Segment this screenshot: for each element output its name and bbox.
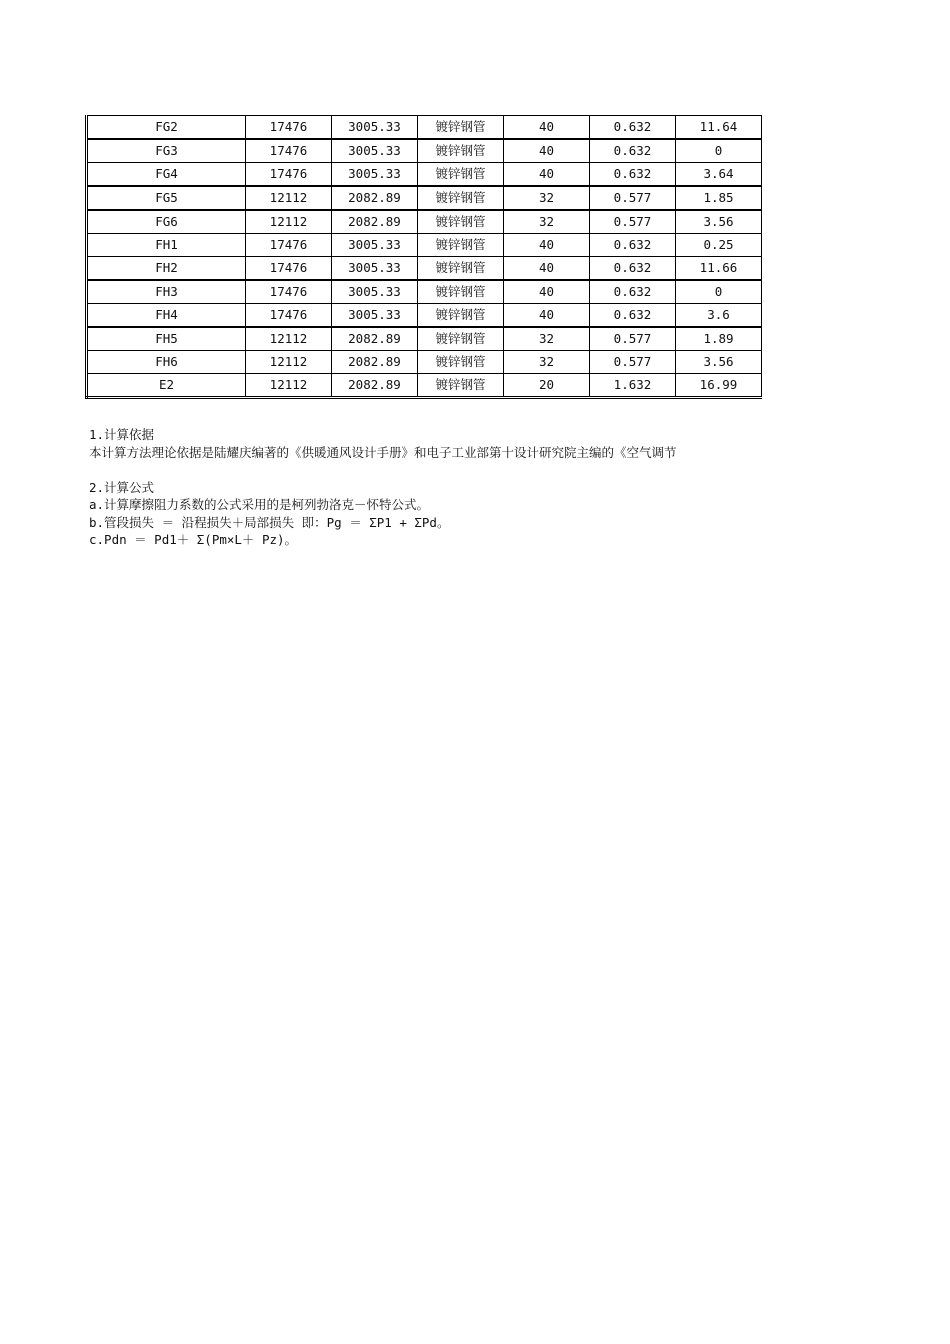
material-cell: 镀锌钢管 <box>418 257 504 281</box>
load-cell: 17476 <box>246 257 332 281</box>
table-row <box>87 304 762 328</box>
table-row <box>87 139 762 163</box>
material-cell: 镀锌钢管 <box>418 116 504 140</box>
length-cell: 1.85 <box>676 186 762 210</box>
velocity-cell: 1.632 <box>590 374 676 398</box>
diameter-cell: 32 <box>504 351 590 374</box>
material-cell: 镀锌钢管 <box>418 304 504 328</box>
length-cell: 1.89 <box>676 327 762 351</box>
load-cell: 12112 <box>246 210 332 234</box>
segment-cell: FH6 <box>87 351 246 374</box>
basis-heading: 1.计算依据 <box>89 427 155 442</box>
velocity-cell: 0.632 <box>590 280 676 304</box>
flow-cell: 3005.33 <box>332 234 418 257</box>
table-row <box>87 186 762 210</box>
diameter-cell: 32 <box>504 186 590 210</box>
segment-cell: FG4 <box>87 163 246 187</box>
load-cell: 17476 <box>246 304 332 328</box>
material-cell: 镀锌钢管 <box>418 280 504 304</box>
table-body <box>87 116 762 398</box>
velocity-cell: 0.632 <box>590 257 676 281</box>
material-cell: 镀锌钢管 <box>418 186 504 210</box>
table-row <box>87 210 762 234</box>
diameter-cell: 40 <box>504 304 590 328</box>
length-cell: 3.64 <box>676 163 762 187</box>
table-row <box>87 374 762 398</box>
velocity-cell: 0.632 <box>590 163 676 187</box>
segment-cell: FH3 <box>87 280 246 304</box>
velocity-cell: 0.632 <box>590 304 676 328</box>
load-cell: 12112 <box>246 374 332 398</box>
material-cell: 镀锌钢管 <box>418 234 504 257</box>
segment-cell: FG5 <box>87 186 246 210</box>
velocity-cell: 0.577 <box>590 210 676 234</box>
diameter-cell: 40 <box>504 257 590 281</box>
length-cell: 3.6 <box>676 304 762 328</box>
material-cell: 镀锌钢管 <box>418 327 504 351</box>
diameter-cell: 32 <box>504 327 590 351</box>
diameter-cell: 40 <box>504 163 590 187</box>
length-cell: 11.64 <box>676 116 762 140</box>
table-row <box>87 280 762 304</box>
load-cell: 17476 <box>246 234 332 257</box>
velocity-cell: 0.632 <box>590 139 676 163</box>
length-cell: 0 <box>676 280 762 304</box>
flow-cell: 2082.89 <box>332 327 418 351</box>
segment-cell: FH1 <box>87 234 246 257</box>
flow-cell: 3005.33 <box>332 163 418 187</box>
flow-cell: 3005.33 <box>332 257 418 281</box>
table-row <box>87 327 762 351</box>
load-cell: 12112 <box>246 351 332 374</box>
table-row <box>87 234 762 257</box>
segment-cell: FH2 <box>87 257 246 281</box>
diameter-cell: 40 <box>504 116 590 140</box>
diameter-cell: 32 <box>504 210 590 234</box>
velocity-cell: 0.577 <box>590 327 676 351</box>
length-cell: 0.25 <box>676 234 762 257</box>
formula-heading: 2.计算公式 <box>89 479 155 495</box>
flow-cell: 3005.33 <box>332 304 418 328</box>
velocity-cell: 0.577 <box>590 351 676 374</box>
material-cell: 镀锌钢管 <box>418 351 504 374</box>
diameter-cell: 40 <box>504 139 590 163</box>
flow-cell: 2082.89 <box>332 374 418 398</box>
table-row <box>87 116 762 140</box>
velocity-cell: 0.632 <box>590 116 676 140</box>
table-row <box>87 351 762 374</box>
load-cell: 17476 <box>246 139 332 163</box>
segment-cell: FG6 <box>87 210 246 234</box>
load-cell: 17476 <box>246 163 332 187</box>
length-cell: 3.56 <box>676 351 762 374</box>
load-cell: 12112 <box>246 186 332 210</box>
flow-cell: 2082.89 <box>332 186 418 210</box>
diameter-cell: 40 <box>504 280 590 304</box>
material-cell: 镀锌钢管 <box>418 210 504 234</box>
formula-b: b.管段损失 ＝ 沿程损失＋局部损失 即：Pg ＝ ΣP1 + ΣPd。 <box>89 514 450 530</box>
length-cell: 11.66 <box>676 257 762 281</box>
length-cell: 16.99 <box>676 374 762 398</box>
flow-cell: 3005.33 <box>332 116 418 140</box>
diameter-cell: 20 <box>504 374 590 398</box>
segment-cell: E2 <box>87 374 246 398</box>
pipe-calculation-table <box>85 115 762 399</box>
basis-text: 本计算方法理论依据是陆耀庆编著的《供暖通风设计手册》和电子工业部第十设计研究院主编的《空气调节 <box>89 444 677 460</box>
load-cell: 12112 <box>246 327 332 351</box>
material-cell: 镀锌钢管 <box>418 163 504 187</box>
material-cell: 镀锌钢管 <box>418 139 504 163</box>
segment-cell: FG3 <box>87 139 246 163</box>
diameter-cell: 40 <box>504 234 590 257</box>
notes-spacer <box>89 461 779 479</box>
segment-cell: FH5 <box>87 327 246 351</box>
flow-cell: 2082.89 <box>332 351 418 374</box>
segment-cell: FG2 <box>87 116 246 140</box>
formula-c: c.Pdn ＝ Pd1＋ Σ(Pm×L＋ Pz)。 <box>89 532 298 547</box>
formula-a: a.计算摩擦阻力系数的公式采用的是柯列勃洛克－怀特公式。 <box>89 497 430 512</box>
velocity-cell: 0.577 <box>590 186 676 210</box>
table-row <box>87 163 762 187</box>
flow-cell: 2082.89 <box>332 210 418 234</box>
material-cell: 镀锌钢管 <box>418 374 504 398</box>
load-cell: 17476 <box>246 280 332 304</box>
length-cell: 3.56 <box>676 210 762 234</box>
calculation-notes <box>89 426 779 549</box>
velocity-cell: 0.632 <box>590 234 676 257</box>
load-cell: 17476 <box>246 116 332 140</box>
flow-cell: 3005.33 <box>332 139 418 163</box>
length-cell: 0 <box>676 139 762 163</box>
flow-cell: 3005.33 <box>332 280 418 304</box>
table-row <box>87 257 762 281</box>
segment-cell: FH4 <box>87 304 246 328</box>
